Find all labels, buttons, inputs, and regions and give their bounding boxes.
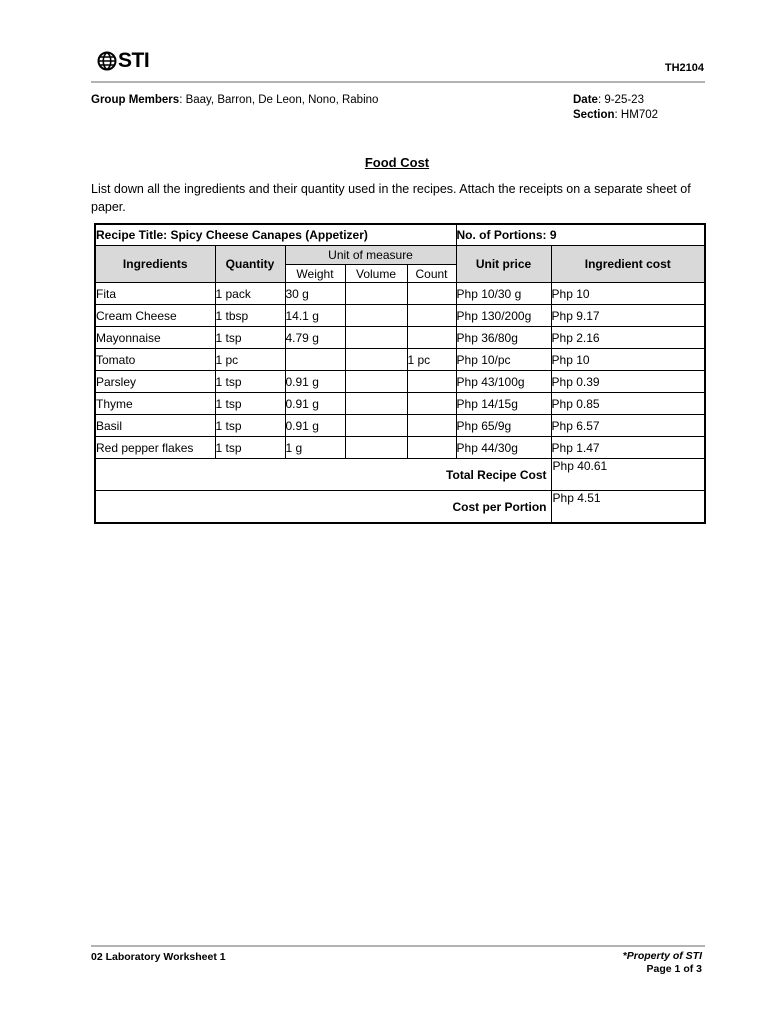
cell-quantity: 1 pc (215, 349, 285, 371)
cell-cost: Php 9.17 (551, 305, 705, 327)
cell-count (407, 437, 456, 459)
cell-ingredient: Red pepper flakes (95, 437, 215, 459)
cell-unit-price: Php 130/200g (456, 305, 551, 327)
cell-weight: 1 g (285, 437, 345, 459)
section (573, 109, 658, 121)
cell-quantity: 1 tsp (215, 371, 285, 393)
portions: No. of Portions: 9 (456, 224, 705, 246)
instructions: List down all the ingredients and their quantity used in the recipes. Attach the receipts on a separate sheet of paper. (91, 182, 691, 214)
cell-quantity: 1 tsp (215, 393, 285, 415)
document-code: TH2104 (664, 62, 704, 74)
cell-cost: Php 0.39 (551, 371, 705, 393)
recipe-row (95, 224, 705, 246)
cell-volume (345, 393, 407, 415)
date-label: Date (573, 94, 598, 106)
cell-quantity: 1 tsp (215, 415, 285, 437)
globe-icon (97, 51, 117, 71)
total-recipe-cost-value: Php 40.61 (551, 459, 705, 491)
table-row (95, 371, 705, 393)
cell-count: 1 pc (407, 349, 456, 371)
date (573, 94, 644, 106)
page-title (0, 155, 768, 170)
cell-count (407, 415, 456, 437)
cell-ingredient: Basil (95, 415, 215, 437)
cell-cost: Php 10 (551, 349, 705, 371)
cell-unit-price: Php 43/100g (456, 371, 551, 393)
cell-count (407, 305, 456, 327)
cell-weight: 4.79 g (285, 327, 345, 349)
cell-count (407, 371, 456, 393)
cost-per-portion-value: Php 4.51 (551, 491, 705, 524)
cell-weight: 30 g (285, 283, 345, 305)
cell-count (407, 393, 456, 415)
total-recipe-cost-label: Total Recipe Cost (95, 459, 551, 491)
cell-volume (345, 327, 407, 349)
cell-volume (345, 305, 407, 327)
cell-unit-price: Php 10/30 g (456, 283, 551, 305)
cell-ingredient: Parsley (95, 371, 215, 393)
table-row (95, 393, 705, 415)
cell-cost: Php 2.16 (551, 327, 705, 349)
recipe-title: Recipe Title: Spicy Cheese Canapes (Appetizer) (95, 224, 456, 246)
cell-ingredient: Thyme (95, 393, 215, 415)
cell-volume (345, 283, 407, 305)
cell-ingredient: Cream Cheese (95, 305, 215, 327)
table-row (95, 283, 705, 305)
group-members-label: Group Members (91, 94, 180, 106)
cell-unit-price: Php 10/pc (456, 349, 551, 371)
footer-right (623, 950, 702, 976)
cell-volume (345, 437, 407, 459)
cell-weight (285, 349, 345, 371)
footer-property: *Property of STI (622, 950, 702, 962)
logo-text: STI (118, 49, 150, 72)
cost-per-portion-label: Cost per Portion (95, 491, 551, 524)
cell-weight: 0.91 g (285, 371, 345, 393)
date-value: : 9-25-23 (597, 94, 644, 106)
group-members (91, 94, 378, 106)
cell-volume (345, 371, 407, 393)
cell-cost: Php 1.47 (551, 437, 705, 459)
header-unit-price: Unit price (456, 246, 551, 283)
cell-quantity: 1 pack (215, 283, 285, 305)
cell-count (407, 283, 456, 305)
sti-logo (97, 49, 149, 73)
header-quantity: Quantity (215, 246, 285, 283)
cell-ingredient: Tomato (95, 349, 215, 371)
header-weight: Weight (285, 265, 345, 283)
cell-weight: 0.91 g (285, 393, 345, 415)
header-count: Count (407, 265, 456, 283)
cell-ingredient: Mayonnaise (95, 327, 215, 349)
table-row (95, 415, 705, 437)
food-cost-table (94, 223, 706, 524)
header-volume: Volume (345, 265, 407, 283)
header-ingredient-cost: Ingredient cost (551, 246, 705, 283)
header-ingredients: Ingredients (95, 246, 215, 283)
cell-unit-price: Php 44/30g (456, 437, 551, 459)
footer-page: Page 1 of 3 (646, 963, 702, 975)
footer-left: 02 Laboratory Worksheet 1 (91, 951, 226, 963)
total-row (95, 459, 705, 491)
cell-weight: 14.1 g (285, 305, 345, 327)
cell-cost: Php 6.57 (551, 415, 705, 437)
cell-unit-price: Php 14/15g (456, 393, 551, 415)
cell-volume (345, 415, 407, 437)
cell-volume (345, 349, 407, 371)
table-row (95, 305, 705, 327)
cell-ingredient: Fita (95, 283, 215, 305)
cell-quantity: 1 tbsp (215, 305, 285, 327)
cell-quantity: 1 tsp (215, 437, 285, 459)
section-label: Section (573, 109, 615, 121)
table-row (95, 327, 705, 349)
footer-rule (91, 945, 705, 947)
group-members-value: : Baay, Barron, De Leon, Nono, Rabino (179, 94, 379, 106)
per-portion-row (95, 491, 705, 524)
cell-cost: Php 10 (551, 283, 705, 305)
page-title-text: Food Cost (364, 155, 430, 170)
cell-cost: Php 0.85 (551, 393, 705, 415)
table-row (95, 349, 705, 371)
header-unit-of-measure: Unit of measure (285, 246, 456, 265)
section-value: : HM702 (614, 109, 659, 121)
cell-unit-price: Php 65/9g (456, 415, 551, 437)
table-row (95, 437, 705, 459)
cell-quantity: 1 tsp (215, 327, 285, 349)
cell-weight: 0.91 g (285, 415, 345, 437)
cell-count (407, 327, 456, 349)
cell-unit-price: Php 36/80g (456, 327, 551, 349)
header-rule (91, 81, 705, 83)
